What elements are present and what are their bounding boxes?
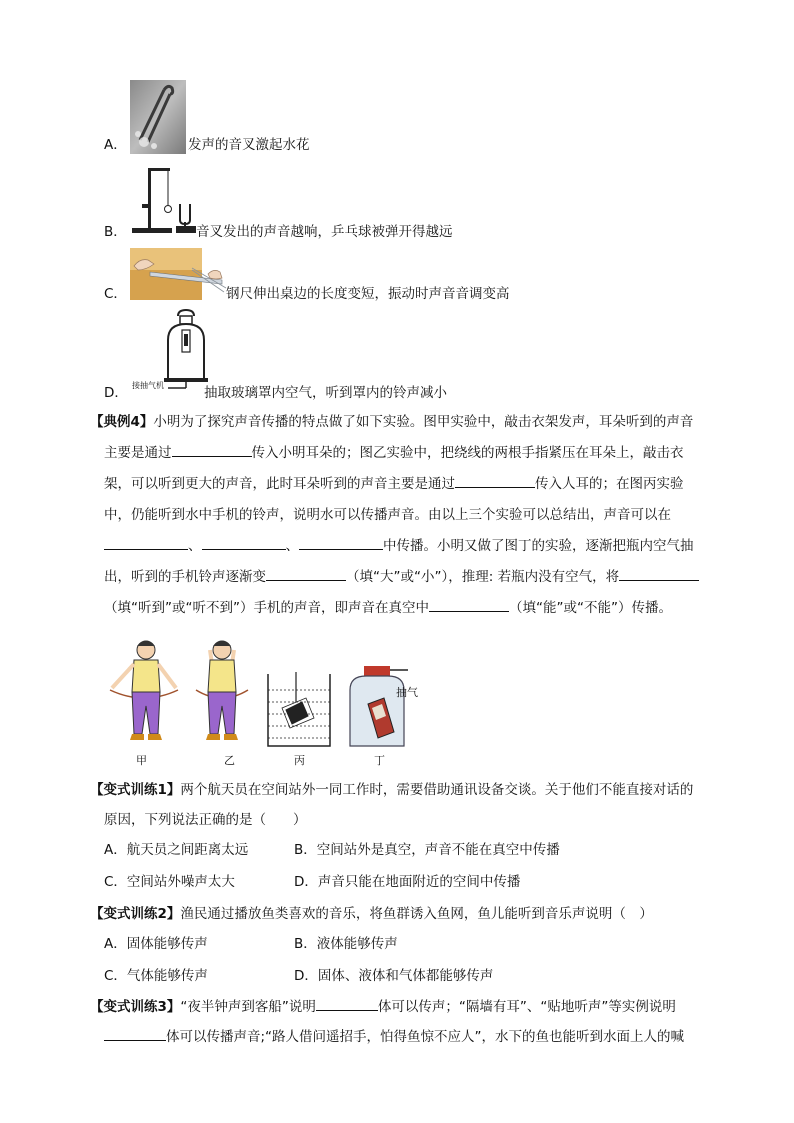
variant3-blank-2[interactable] [104, 1026, 166, 1041]
example4-text-7a: （填“听到”或“听不到”）手机的声音，即声音在真空中 [104, 600, 429, 616]
figure-boy-hanger-jia [104, 636, 184, 748]
variant1-tag: 【变式训练1】 [90, 782, 181, 798]
example4-text-3a: 架，可以听到更大的声音，此时耳朵听到的声音主要是通过 [104, 476, 455, 492]
variant2-tag: 【变式训练2】 [90, 906, 181, 922]
variant3-tag: 【变式训练3】 [90, 999, 181, 1015]
answer-blank-1[interactable] [172, 442, 252, 457]
example4-text-7b: （填“能”或“不能”）传播。 [508, 600, 672, 616]
variant3-text-1a: “夜半钟声到客船”说明 [180, 999, 316, 1015]
answer-blank-7[interactable] [619, 566, 699, 581]
answer-blank-6[interactable] [266, 566, 346, 581]
variant1-option-b[interactable]: B．空间站外是真空，声音不能在真空中传播 [294, 842, 560, 858]
example4-text-6a: 出，听到的手机铃声逐渐变 [104, 569, 266, 585]
option-c-text: 钢尺伸出桌边的长度变短，振动时声音音调变高 [226, 286, 510, 302]
figure-phone-in-water-bing [266, 672, 332, 748]
variant1 [90, 775, 720, 897]
answer-blank-4[interactable] [202, 535, 286, 550]
example4-line-7 [104, 593, 714, 624]
example4-paragraph [90, 407, 714, 624]
variant2-line-1 [90, 899, 720, 929]
example4-line-2 [104, 438, 714, 469]
pump-label: 抽气 [396, 686, 418, 699]
variant2-option-a[interactable]: A．固体能够传声 [104, 936, 208, 952]
option-a-text: 发声的音叉激起水花 [188, 137, 310, 153]
example4-line-5 [104, 531, 714, 562]
figure-label-jia: 甲 [136, 754, 147, 767]
example4-text-3b: 传入人耳的；在图丙实验 [535, 476, 684, 492]
example4-text-2b: 传入小明耳朵的；图乙实验中，把绕线的两根手指紧压在耳朵上，敲击衣 [251, 445, 684, 461]
variant3-blank-1[interactable] [316, 996, 378, 1011]
example4-text-2a: 主要是通过 [104, 445, 172, 461]
example4-line-6 [104, 562, 714, 593]
figure-phone-in-jar-ding [346, 664, 410, 748]
variant1-options-row-1 [104, 835, 720, 867]
option-a-letter: A． [104, 137, 127, 153]
stand-pingpong-tuning-fork-image [130, 160, 198, 236]
example4-text-5c: 中传播。小明又做了图丁的实验，逐渐把瓶内空气抽 [383, 538, 694, 554]
answer-blank-5[interactable] [299, 535, 383, 550]
option-d-letter: D． [104, 385, 128, 401]
variant1-line-2: 原因，下列说法正确的是（ ） [104, 812, 307, 828]
variant1-option-a[interactable]: A．航天员之间距离太远 [104, 842, 249, 858]
vacuum-pump-label: 接抽气机 [132, 381, 164, 390]
figure-boy-fingers-ears-yi [186, 636, 260, 748]
example4-text-5a: 、 [188, 538, 202, 554]
variant3-line-1 [90, 992, 720, 1022]
variant2-options-row-2 [104, 961, 720, 991]
figure-label-ding: 丁 [374, 754, 385, 767]
tuning-fork-water-image [130, 80, 186, 154]
option-c [104, 248, 544, 304]
example4-line-4 [104, 500, 714, 531]
variant2 [90, 899, 720, 991]
option-b-text: 音叉发出的声音越响，乒乓球被弹开得越远 [196, 224, 453, 240]
figure-label-yi: 乙 [224, 754, 235, 767]
example4-line-3 [104, 469, 714, 500]
option-b-letter: B． [104, 224, 127, 240]
variant3-text-2: 体可以传播声音;“路人借问遥招手，怕得鱼惊不应人”，水下的鱼也能听到水面上人的喊 [166, 1029, 685, 1045]
variant3 [90, 992, 720, 1052]
bell-jar-image [162, 308, 210, 390]
steel-ruler-table-image [130, 248, 228, 302]
variant2-text-1: 渔民通过播放鱼类喜欢的音乐，将鱼群诱入鱼网，鱼儿能听到音乐声说明（ ） [180, 906, 653, 922]
option-d [104, 308, 524, 400]
option-d-text: 抽取玻璃罩内空气，听到罩内的铃声减小 [204, 385, 447, 401]
answer-blank-2[interactable] [455, 473, 535, 488]
answer-blank-3[interactable] [104, 535, 188, 550]
variant1-line-1 [90, 775, 720, 805]
variant2-option-b[interactable]: B．液体能够传声 [294, 936, 398, 952]
variant1-option-c[interactable]: C．空间站外噪声太大 [104, 874, 235, 890]
example4-text-4: 中，仍能听到水中手机的铃声，说明水可以传播声音。由以上三个实验可以总结出，声音可以在 [104, 507, 671, 523]
variant1-options-row-2 [104, 867, 720, 897]
example4-text-5b: 、 [285, 538, 299, 554]
example4-line-1 [90, 407, 714, 438]
example4-text-1: 小明为了探究声音传播的特点做了如下实验。图甲实验中，敲击衣架发声，耳朵听到的声音 [153, 414, 694, 430]
answer-blank-8[interactable] [429, 597, 509, 612]
option-a [104, 80, 424, 158]
example4-tag: 【典例4】 [90, 414, 154, 430]
option-c-letter: C． [104, 286, 127, 302]
option-b [104, 160, 504, 240]
variant2-options-row-1 [104, 929, 720, 961]
variant1-text-1: 两个航天员在空间站外一同工作时，需要借助通讯设备交谈。关于他们不能直接对话的 [180, 782, 694, 798]
variant3-line-2 [104, 1022, 720, 1052]
example4-text-6b: （填“大”或“小”），推理: 若瓶内没有空气，将 [346, 569, 620, 585]
variant3-text-1b: 体可以传声；“隔墙有耳”、“贴地听声”等实例说明 [377, 999, 676, 1015]
variant1-option-d[interactable]: D．声音只能在地面附近的空间中传播 [294, 874, 521, 890]
figure-label-bing: 丙 [294, 754, 305, 767]
variant2-option-c[interactable]: C．气体能够传声 [104, 968, 208, 984]
variant2-option-d[interactable]: D．固体、液体和气体都能够传声 [294, 968, 494, 984]
example4-figures [100, 634, 420, 768]
